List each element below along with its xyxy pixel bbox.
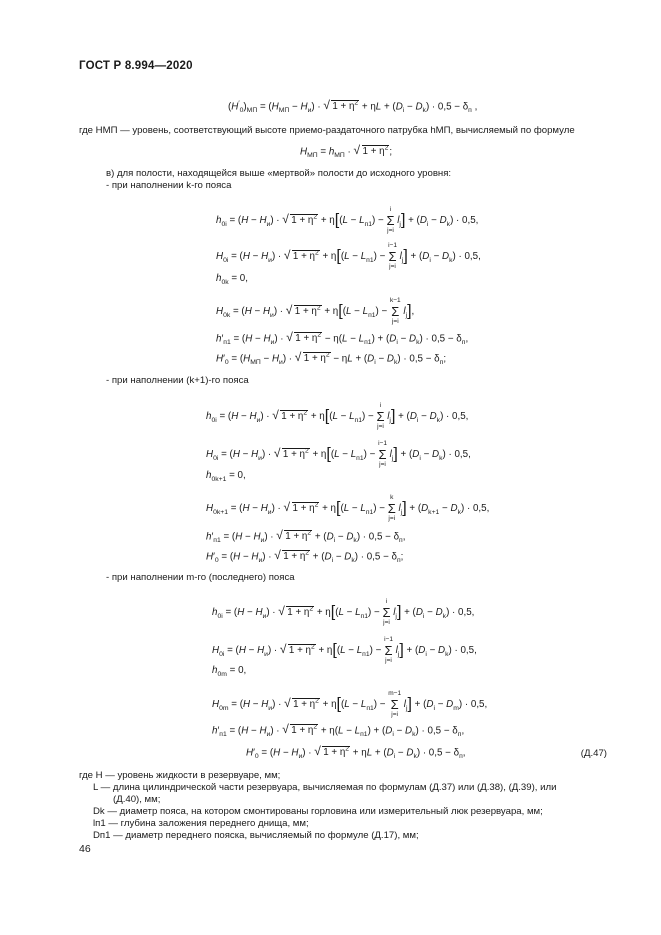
formula-k-hn1: $h'_{п1} = (H - H_и)$ · √ $1 + \eta^2 - \eta(L - L_{п1}) + (D_i - D_k) \cdot 0,5 - \delta_п$, xyxy=(216,332,468,346)
case-k-text: - при наполнении k-го пояса xyxy=(106,180,232,191)
formula-k-h0k: $h_{0k} = 0$, xyxy=(216,273,248,286)
formula-k-H0: $H'_0 = (H_{МП} - H_и)$ · √ $1 + \eta^2 - \eta L + (D_i - D_k) \cdot 0,5 - \delta_п$; xyxy=(216,352,446,366)
where-hmp-text: где HМП — уровень, соответствующий высоте приемо-раздаточного патрубка hМП, вычисляемый по формуле xyxy=(79,125,575,136)
equation-number: (Д.47) xyxy=(580,748,607,759)
case-v-text: в) для полости, находящейся выше «мертвой» полости до исходного уровня: xyxy=(106,168,452,179)
case-k1-text: - при наполнении (k+1)-го пояса xyxy=(106,375,249,386)
formula-k1-h0i: $h_{0i} = (H - H_и)$ · √ $1 + \eta^2 + \eta[(L - L_{п1}) - i$ Σ j=i $l_j] + (D_i - D_k) \cdot 0,5$, xyxy=(206,402,468,431)
formula-m-hn1: $h'_{п1} = (H - H_и)$ · √ $1 + \eta^2 + \eta(L - L_{п1}) + (D_i - D_k) \cdot 0,5 - \delta_п$, xyxy=(212,724,464,738)
formula-h0-mp: $(H'_0)_{МП} = (H_{МП} - H_и)$ · √ $1 + \eta^2 + \eta L + (D_i - D_k) \cdot 0,5 - \delta_п$ , xyxy=(228,100,477,114)
formula-k1-H0k1: $H_{0k+1} = (H - H_и)$ · √ $1 + \eta^2 + \eta[(L - L_{п1}) - k$ Σ j=i $l_j] + (D_{k+1} - D_k) \cdot 0,5$, xyxy=(206,494,489,523)
formula-k-H0k: $H_{0k} = (H - H_и)$ · √ $1 + \eta^2 + \eta[(L - L_{п1}) - k-1$ Σ j=i $l_j$], xyxy=(216,297,414,326)
formula-k1-H0i: $H_{0i} = (H - H_и)$ · √ $1 + \eta^2 + \eta[(L - L_{п1}) - i-1$ Σ j=i $l_j] + (D_i - D_k) \cdot 0,5$, xyxy=(206,440,471,469)
def-ln1-text: lп1 — глубина заложения переднего днища, мм; xyxy=(93,818,309,829)
formula-m-h0m: $h_{0m} = 0$, xyxy=(212,665,247,678)
case-m-text: - при наполнении m-го (последнего) пояса xyxy=(106,572,295,583)
def-L-text: L — длина цилиндрической части резервуара, вычисляемая по формулам (Д.37) или (Д.38), (Д.39), или xyxy=(93,782,557,793)
formula-m-H0m: $H_{0m} = (H - H_и)$ · √ $1 + \eta^2 + \eta[(L - L_{п1}) - m-1$ Σ j=i $l_j] + (D_i - D_m) \cdot 0,5$, xyxy=(212,690,487,719)
def-Dn1-text: Dп1 — диаметр переднего пояска, вычисляемый по формуле (Д.17), мм; xyxy=(93,830,419,841)
formula-k1-h0k1: $h_{0k+1} = 0$, xyxy=(206,470,246,483)
document-header: ГОСТ Р 8.994—2020 xyxy=(79,60,193,72)
formula-k1-H0: $H'_0 = (H - H_и)$ · √ $1 + \eta^2 + (D_i - D_k) \cdot 0,5 - \delta_п$; xyxy=(206,550,403,564)
formula-m-H0i: $H_{0i} = (H - H_и)$ · √ $1 + \eta^2 + \eta[(L - L_{п1}) - i-1$ Σ j=i $l_j] + (D_i - D_k) \cdot 0,5$, xyxy=(212,636,477,665)
formula-k1-hn1: $h'_{п1} = (H - H_и)$ · √ $1 + \eta^2 + (D_i - D_k) \cdot 0,5 - \delta_п$, xyxy=(206,530,405,544)
formula-m-h0i: $h_{0i} = (H - H_и)$ · √ $1 + \eta^2 + \eta[(L - L_{п1}) - i$ Σ j=i $l_j] + (D_i - D_k) \cdot 0,5$, xyxy=(212,598,474,627)
formula-m-H0: $H'_0 = (H - H_и)$ · √ $1 + \eta^2 + \eta L + (D_i - D_k) \cdot 0,5 - \delta_п$, xyxy=(246,746,465,760)
def-L-cont-text: (Д.40), мм; xyxy=(113,794,161,805)
formula-hmp: $H_{МП} = h_{МП}$ · √ $1 + \eta^2$; xyxy=(300,145,392,159)
where-H-text: где H — уровень жидкости в резервуаре, мм; xyxy=(79,770,281,781)
formula-k-h0i: $h_{0i} = (H - H_и)$ · √ $1 + \eta^2 + \eta[(L - L_{п1}) - i$ Σ j=i $l_j] + (D_i - D_k) \cdot 0,5$, xyxy=(216,206,478,235)
formula-k-H0i: $H_{0i} = (H - H_и)$ · √ $1 + \eta^2 + \eta[(L - L_{п1}) - i-1$ Σ j=i $l_j] + (D_i - D_k) \cdot 0,5$, xyxy=(216,242,481,271)
page-number: 46 xyxy=(79,843,91,855)
def-Dk-text: Dk — диаметр пояса, на котором смонтированы горловина или измерительный люк резервуара, мм; xyxy=(93,806,543,817)
